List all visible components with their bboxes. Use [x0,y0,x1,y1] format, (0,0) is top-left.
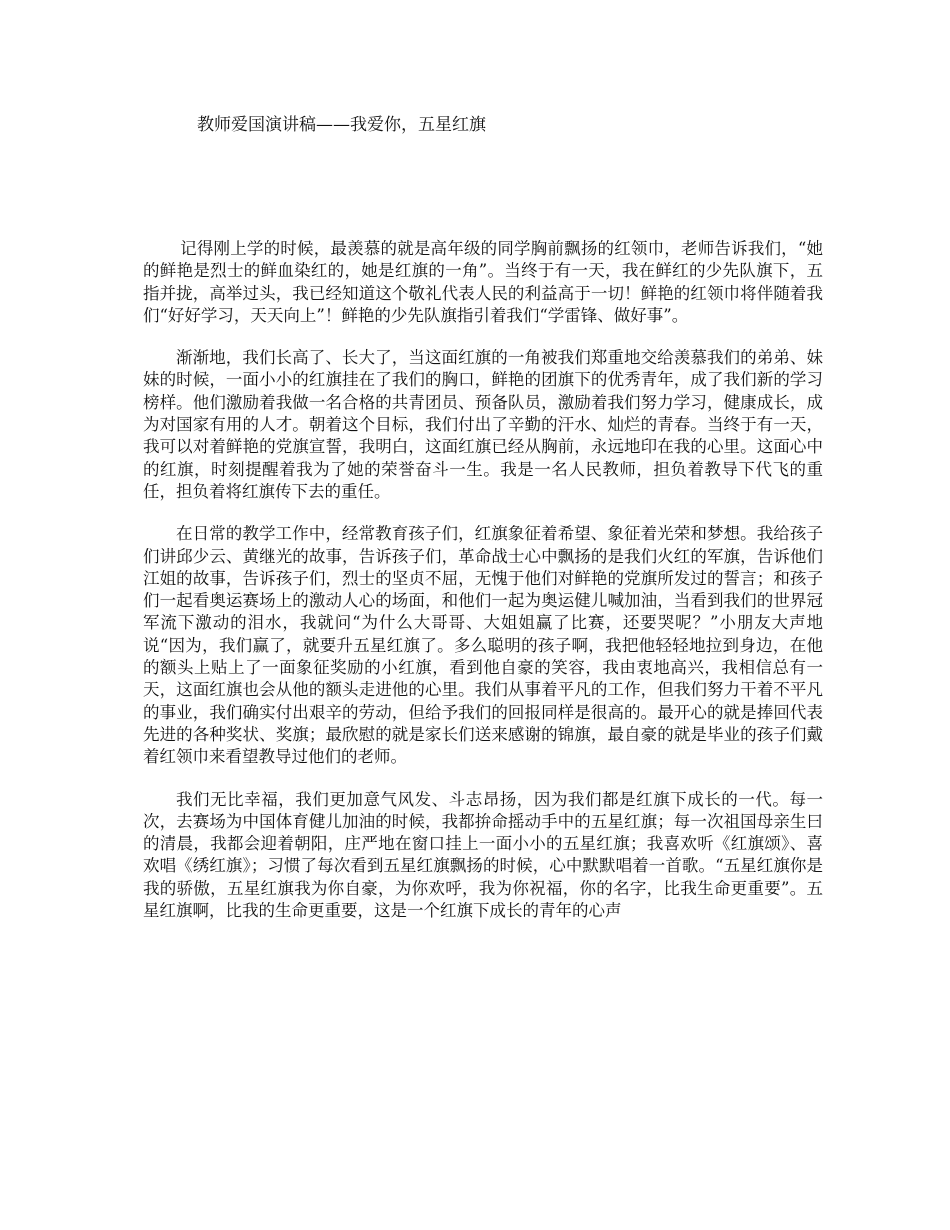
paragraph-2: 渐渐地，我们长高了、长大了，当这面红旗的一角被我们郑重地交给羡慕我们的弟弟、妹妹的时候，一面小小的红旗挂在了我们的胸口，鲜艳的团旗下的优秀青年，成了我们新的学习榜样。他们激励着我做一名合格的共青团员、预备队员，激励着我们努力学习，健康成长，成为对国家有用的人才。朝着这个目标，我们付出了辛勤的汗水、灿烂的青春。当终于有一天，我可以对着鲜艳的党旗宣誓，我明白，这面红旗已经从胸前，永远地印在我的心里。这面心中的红旗，时刻提醒着我为了她的荣誉奋斗一生。我是一名人民教师，担负着教导下代飞的重任，担负着将红旗传下去的重任。 [143,348,823,501]
paragraph-1: 记得刚上学的时候，最羡慕的就是高年级的同学胸前飘扬的红领巾，老师告诉我们，“她的鲜艳是烈士的鲜血染红的，她是红旗的一角”。当终于有一天，我在鲜红的少先队旗下，五指并拢，高举过头，我已经知道这个敬礼代表人民的利益高于一切！鲜艳的红领巾将伴随着我们“好好学习，天天向上”！鲜艳的少先队旗指引着我们“学雷锋、做好事”。 [143,239,823,325]
paragraph-3: 在日常的教学工作中，经常教育孩子们，红旗象征着希望、象征着光荣和梦想。我给孩子们讲邱少云、黄继光的故事，告诉孩子们，革命战士心中飘扬的是我们火红的军旗，告诉他们江姐的故事，告诉孩子们，烈士的坚贞不屈，无愧于他们对鲜艳的党旗所发过的誓言；和孩子们一起看奥运赛场上的激动人心的场面，和他们一起为奥运健儿喊加油，当看到我们的世界冠军流下激动的泪水，我就问“为什么大哥哥、大姐姐赢了比赛，还要哭呢？”小朋友大声地说“因为，我们赢了，就要升五星红旗了。多么聪明的孩子啊，我把他轻轻地拉到身边，在他的额头上贴上了一面象征奖励的小红旗，看到他自豪的笑容，我由衷地高兴，我相信总有一天，这面红旗也会从他的额头走进他的心里。我们从事着平凡的工作，但我们努力干着不平凡的事业，我们确实付出艰辛的劳动，但给予我们的回报同样是很高的。最开心的就是捧回代表先进的各种奖状、奖旗；最欣慰的就是家长们送来感谢的锦旗，最自豪的就是毕业的孩子们戴着红领巾来看望教导过他们的老师。 [143,524,823,767]
document-body [143,238,823,942]
paragraph-4: 我们无比幸福，我们更加意气风发、斗志昂扬，因为我们都是红旗下成长的一代。每一次，去赛场为中国体育健儿加油的时候，我都拚命摇动手中的五星红旗；每一次祖国母亲生曰的清晨，我都会迎着朝阳，庄严地在窗口挂上一面小小的五星红旗；我喜欢听《红旗颂》、喜欢唱《绣红旗》；习惯了每次看到五星红旗飘扬的时候，心中默默唱着一首歌。“五星红旗你是我的骄傲，五星红旗我为你自豪，为你欢呼，我为你祝福，你的名字，比我生命更重要”。五星红旗啊，比我的生命更重要，这是一个红旗下成长的青年的心声 [143,789,823,921]
page-title: 教师爱国演讲稿——我爱你，五星红旗 [197,115,486,135]
